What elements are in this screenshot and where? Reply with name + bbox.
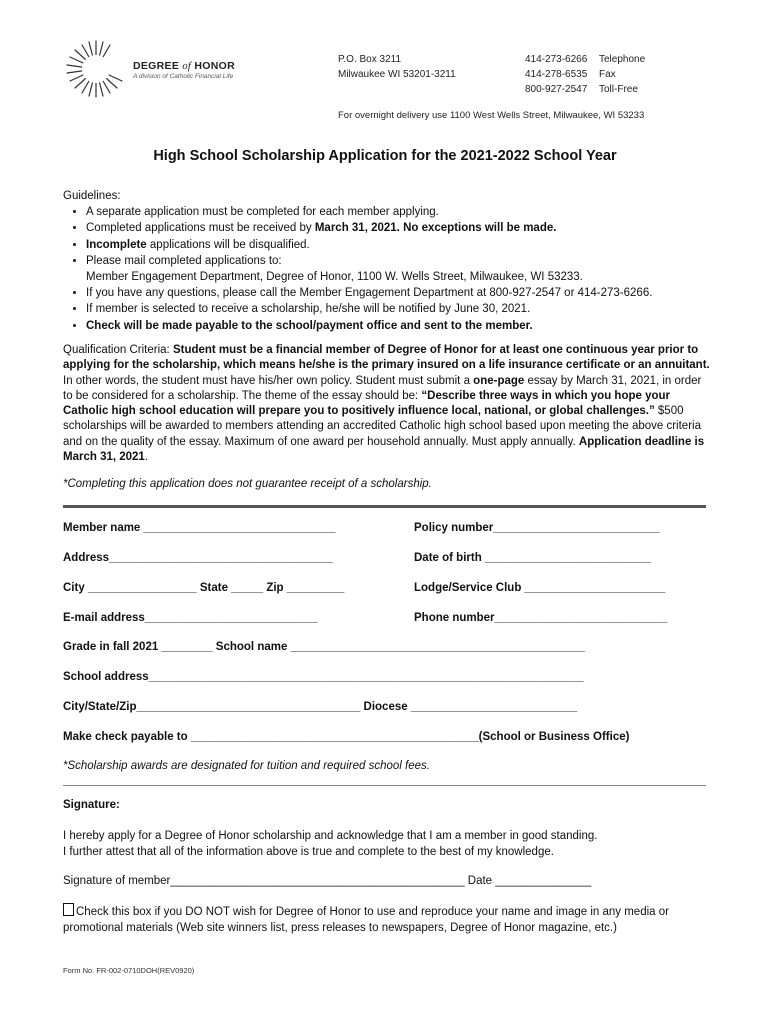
opt-out-checkbox[interactable] [63, 903, 74, 916]
divider [63, 505, 706, 508]
school-address-field[interactable]: School address____________________________________________________________________ [63, 671, 584, 683]
guideline-item: • Completed applications must be received by March 31, 2021. No exceptions will be made. [86, 220, 723, 236]
logo-tagline: A division of Catholic Financial Life [133, 73, 234, 80]
phone-list [525, 52, 645, 97]
address-field[interactable]: Address___________________________________ [63, 552, 333, 564]
school-city-diocese-field[interactable]: City/State/Zip___________________________________ Diocese __________________________ [63, 701, 578, 713]
opt-out-text: Check this box if you DO NOT wish for Degree of Honor to use and reproduce your name and image in any media or promotional materials (Web site winners list, press releases to newspapers, Degree of Honor magazine, etc.) [63, 906, 669, 934]
policy-number-field[interactable]: Policy number__________________________ [414, 522, 660, 534]
guideline-item: • Check will be made payable to the school/payment office and sent to the member. [86, 318, 723, 334]
media-opt-out [63, 903, 703, 936]
logo-wordmark: DEGREE of HONOR [133, 60, 235, 72]
guarantee-note: *Completing this application does not guarantee receipt of a scholarship. [63, 478, 432, 490]
check-payable-field[interactable]: Make check payable to _____________________________________________(School or Business Office) [63, 731, 630, 743]
divider [63, 785, 706, 786]
lodge-field[interactable]: Lodge/Service Club ______________________ [414, 582, 666, 594]
attestation-text: I hereby apply for a Degree of Honor scholarship and acknowledge that I am a member in good standing. I further attest that all of the information above is true and complete to the best of my knowledge. [63, 830, 598, 858]
qualification-criteria: Qualification Criteria: Student must be a financial member of Degree of Honor for at least one continuous year prior to applying for the scholarship, which means he/she is the primary insured on a life insurance certificate or an annuitant. In other words, the student must have his/her own policy. Student must submit a one-page essay by March 31, 2021, in order to be considered for a scholarship. The theme of the essay should be: “Describe three ways in which you hope your Catholic high school education will prepare you to positively influence local, national, or global challenges.” $500 scholarships will be awarded to members attending an accredited Catholic high school based upon meeting the above criteria and on the quality of the essay. Maximum of one award per household annually. Must apply annually. Application deadline is March 31, 2021. [63, 344, 710, 464]
phone-row: 800-927-2547 Toll-Free [525, 84, 638, 95]
signature-date-line[interactable]: Signature of member______________________________________________ Date _______________ [63, 875, 592, 887]
city-state-zip-field[interactable]: City _________________ State _____ Zip _________ [63, 582, 345, 594]
guideline-item: • If you have any questions, please call the Member Engagement Department at 800-927-2547 or 414-273-6266. [86, 285, 723, 301]
guideline-item: • Incomplete applications will be disqualified. [86, 237, 723, 253]
overnight-address: For overnight delivery use 1100 West Wells Street, Milwaukee, WI 53233 [338, 110, 645, 121]
guideline-item: • A separate application must be completed for each member applying. [86, 204, 723, 220]
form-number: Form No. FR-002-0710DOH(REV0920) [63, 966, 195, 975]
signature-heading: Signature: [63, 799, 120, 811]
mailing-address: P.O. Box 3211 Milwaukee WI 53201-3211 [338, 54, 456, 80]
guideline-item: • Please mail completed applications to: Member Engagement Department, Degree of Honor, 1100 W. Wells Street, Milwaukee, WI 53233. [86, 253, 723, 285]
date-of-birth-field[interactable]: Date of birth __________________________ [414, 552, 652, 564]
phone-number-field[interactable]: Phone number___________________________ [414, 612, 668, 624]
phone-row: 414-278-6535 Fax [525, 69, 616, 80]
email-field[interactable]: E-mail address___________________________ [63, 612, 318, 624]
awards-note: *Scholarship awards are designated for tuition and required school fees. [63, 760, 430, 772]
guidelines-heading: Guidelines: [63, 190, 121, 202]
guideline-item: • If member is selected to receive a scholarship, he/she will be notified by June 30, 2021. [86, 301, 723, 317]
grade-school-name-field[interactable]: Grade in fall 2021 ________ School name ______________________________________________ [63, 641, 585, 653]
phone-row: 414-273-6266 Telephone [525, 54, 646, 65]
page-title: High School Scholarship Application for the 2021-2022 School Year [153, 148, 617, 164]
guidelines [63, 188, 723, 334]
member-name-field[interactable]: Member name ______________________________ [63, 522, 336, 534]
